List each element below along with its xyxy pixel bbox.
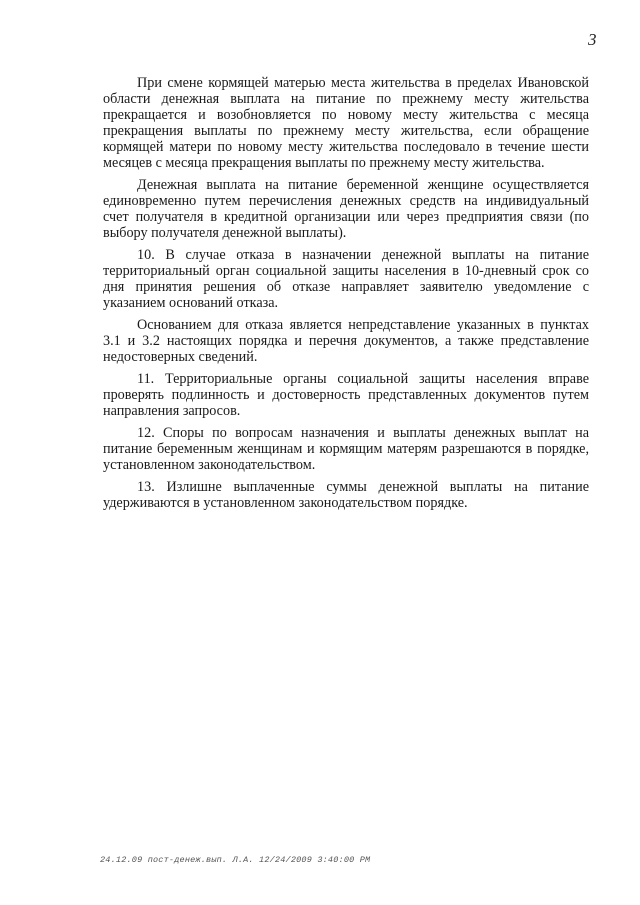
paragraph-pregnant-payment: Денежная выплата на питание беременной женщине осуществляется единовременно путем перечисления денежных средств на индивидуальный счет получателя в кредитной организации или через предприятия связи (по выбору получателя денежной выплаты). bbox=[103, 177, 589, 241]
paragraph-relocation: При смене кормящей матерью места жительства в пределах Ивановской области денежная выплата на питание по прежнему месту жительства прекращается и возобновляется по новому месту жительства с месяца прекращения выплаты по прежнему месту жительства, если обращение кормящей матери по новому месту жительства последовало в течение шести месяцев с месяца прекращения выплаты по прежнему месту жительства. bbox=[103, 75, 589, 171]
paragraph-refusal-grounds: Основанием для отказа является непредставление указанных в пунктах 3.1 и 3.2 настоящих порядка и перечня документов, а также представление недостоверных сведений. bbox=[103, 317, 589, 365]
paragraph-item-10: 10. В случае отказа в назначении денежной выплаты на питание территориальный орган социальной защиты населения в 10-дневный срок со дня принятия решения об отказе направляет заявителю уведомление с указанием оснований отказа. bbox=[103, 247, 589, 311]
paragraph-item-11: 11. Территориальные органы социальной защиты населения вправе проверять подлинность и достоверность представленных документов путем направления запросов. bbox=[103, 371, 589, 419]
footer-file-stamp: 24.12.09 пост-денеж.вып. Л.А. 12/24/2009 3:40:00 PM bbox=[100, 855, 371, 865]
document-body bbox=[103, 75, 589, 517]
page-number: 3 bbox=[588, 30, 597, 49]
paragraph-item-12: 12. Споры по вопросам назначения и выплаты денежных выплат на питание беременным женщинам и кормящим матерям разрешаются в порядке, установленном законодательством. bbox=[103, 425, 589, 473]
paragraph-item-13: 13. Излишне выплаченные суммы денежной выплаты на питание удерживаются в установленном законодательством порядке. bbox=[103, 479, 589, 511]
